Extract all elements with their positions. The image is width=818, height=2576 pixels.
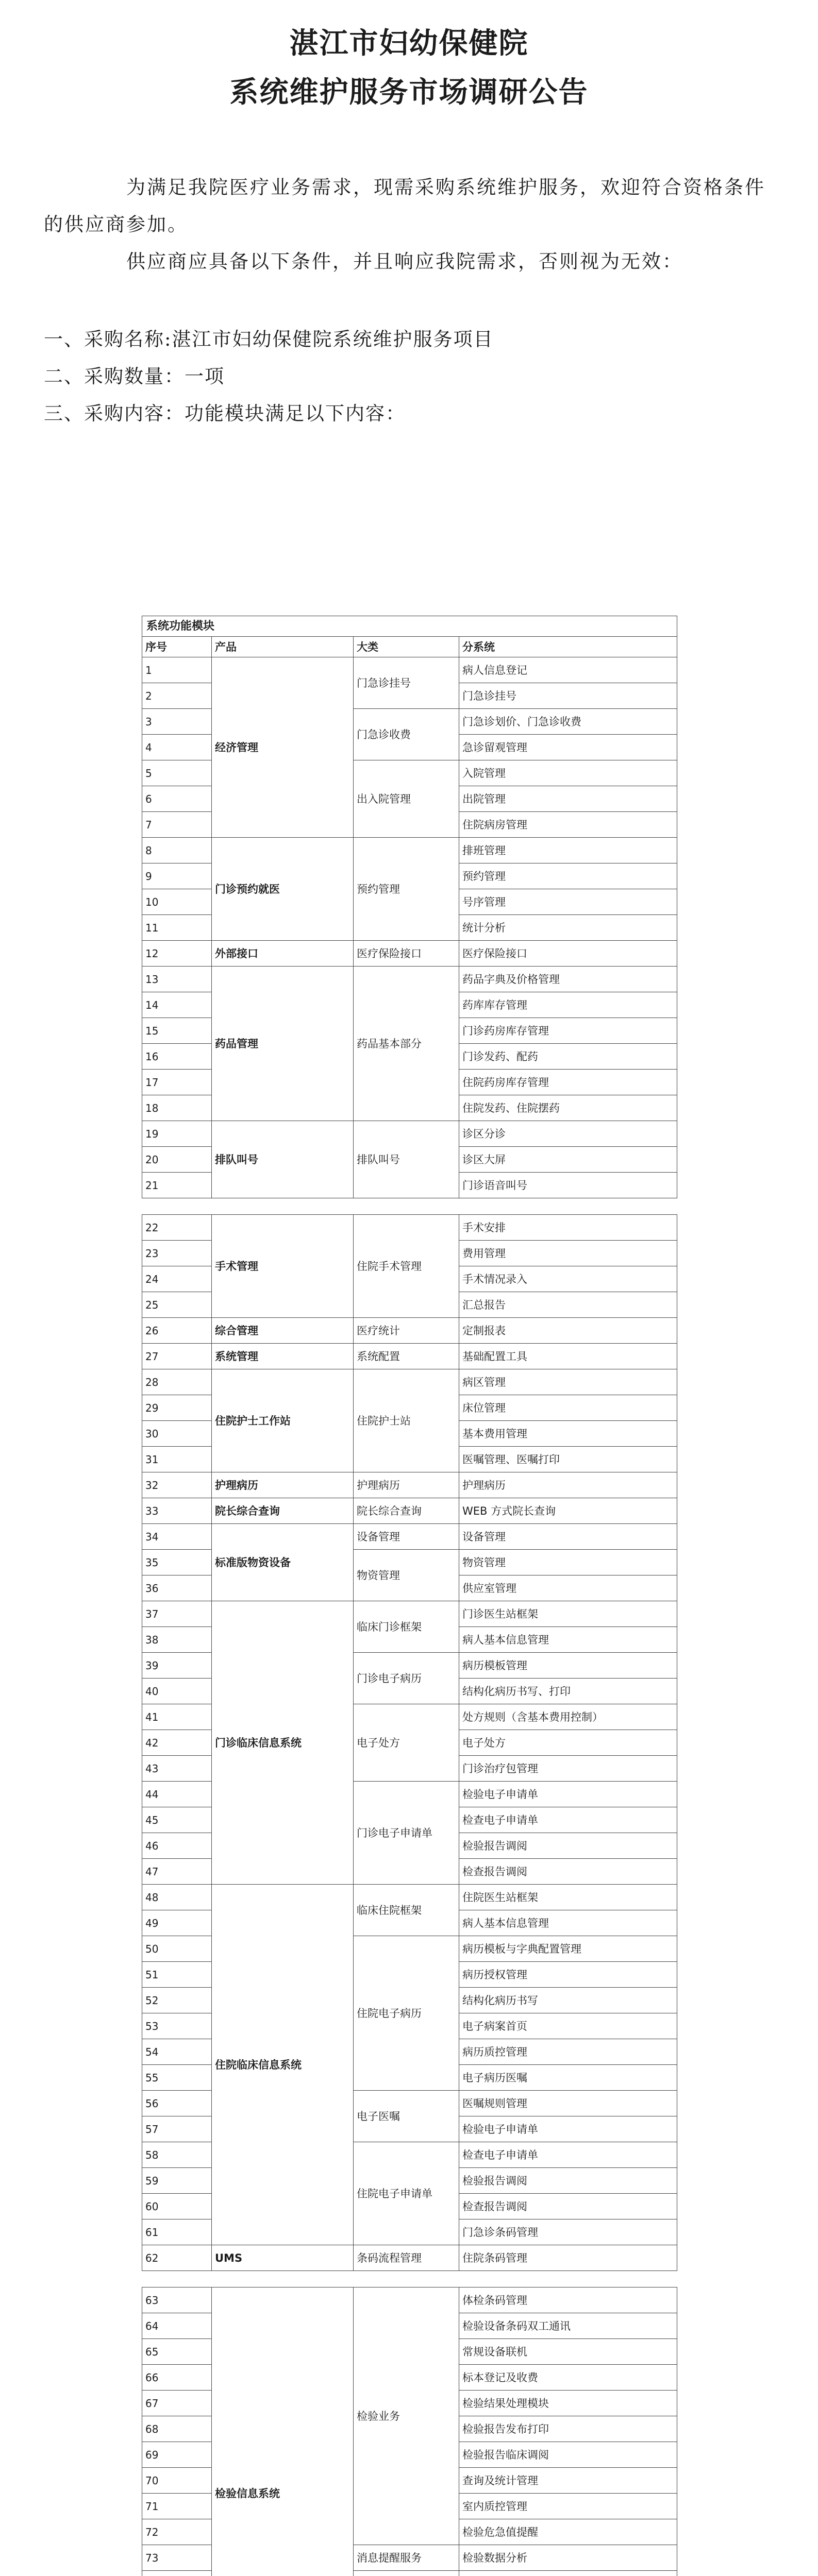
subsystem-cell: 处方规则（含基本费用控制） [459, 1704, 677, 1730]
row-number: 71 [142, 2494, 212, 2519]
category-cell: 设备管理 [354, 1524, 459, 1550]
subsystem-cell: 结构化病历书写、打印 [459, 1679, 677, 1704]
category-cell: 门诊电子申请单 [354, 1782, 459, 1885]
row-number: 73 [142, 2545, 212, 2571]
row-number: 42 [142, 1730, 212, 1756]
product-cell: 系统管理 [212, 1344, 354, 1369]
subsystem-cell: 医嘱规则管理 [459, 2091, 677, 2116]
table-separator [142, 2271, 677, 2287]
row-number: 10 [142, 889, 212, 915]
row-number: 35 [142, 1550, 212, 1575]
category-cell: 条码流程管理 [354, 2245, 459, 2271]
table-row [142, 1601, 677, 1627]
subsystem-cell: 检验结果处理模块 [459, 2391, 677, 2416]
subsystem-cell: 入院管理 [459, 760, 677, 786]
row-number: 30 [142, 1421, 212, 1447]
row-number: 61 [142, 2219, 212, 2245]
subsystem-cell: 医嘱管理、医嘱打印 [459, 1447, 677, 1472]
row-number: 47 [142, 1859, 212, 1885]
product-cell: 门诊临床信息系统 [212, 1601, 354, 1885]
subsystem-cell: 住院病房管理 [459, 812, 677, 838]
product-cell: 外部接口 [212, 941, 354, 967]
table-row [142, 2287, 677, 2313]
category-cell: 医疗统计 [354, 1318, 459, 1344]
row-number: 1 [142, 657, 212, 683]
subsystem-cell: 定制报表 [459, 1318, 677, 1344]
row-number: 4 [142, 735, 212, 760]
subsystem-cell: 检查报告调阅 [459, 1859, 677, 1885]
subsystem-cell: 床位管理 [459, 1395, 677, 1421]
row-number: 16 [142, 1044, 212, 1070]
subsystem-cell: 基本费用管理 [459, 1421, 677, 1447]
table-caption: 系统功能模块 [142, 616, 677, 637]
table-row [142, 1369, 677, 1395]
row-number: 27 [142, 1344, 212, 1369]
table-row [142, 1885, 677, 1910]
row-number: 5 [142, 760, 212, 786]
product-cell: 护理病历 [212, 1472, 354, 1498]
category-cell: 住院电子病历 [354, 1936, 459, 2091]
category-cell [354, 2571, 459, 2576]
subsystem-cell: 检验设备条码双工通讯 [459, 2313, 677, 2339]
subsystem-cell: 医疗保险接口 [459, 941, 677, 967]
row-number: 7 [142, 812, 212, 838]
row-number: 37 [142, 1601, 212, 1627]
subsystem-cell: 检查报告调阅 [459, 2194, 677, 2219]
subsystem-cell: 病人基本信息管理 [459, 1627, 677, 1653]
subsystem-cell: 室内质控管理 [459, 2494, 677, 2519]
subsystem-cell: 常规设备联机 [459, 2339, 677, 2365]
row-number: 62 [142, 2245, 212, 2271]
category-cell: 护理病历 [354, 1472, 459, 1498]
row-number: 50 [142, 1936, 212, 1962]
subsystem-cell: 检验报告临床调阅 [459, 2442, 677, 2468]
subsystem-cell: 排班管理 [459, 838, 677, 863]
subsystem-cell: 门诊发药、配药 [459, 1044, 677, 1070]
row-number: 32 [142, 1472, 212, 1498]
subsystem-cell: 住院药房库存管理 [459, 1070, 677, 1095]
function-module-table [142, 616, 677, 2576]
subsystem-cell: 检验报告调阅 [459, 2168, 677, 2194]
product-cell: 药品管理 [212, 967, 354, 1121]
subsystem-cell: 汇总报告 [459, 1292, 677, 1318]
row-number: 22 [142, 1215, 212, 1241]
product-cell: 综合管理 [212, 1318, 354, 1344]
table-row [142, 2245, 677, 2271]
table-row [142, 838, 677, 863]
row-number: 63 [142, 2287, 212, 2313]
product-cell: 住院护士工作站 [212, 1369, 354, 1472]
item-3-content: 三、采购内容：功能模块满足以下内容： [44, 402, 406, 425]
row-number: 40 [142, 1679, 212, 1704]
row-number: 6 [142, 786, 212, 812]
subsystem-cell: 检验电子申请单 [459, 1782, 677, 1807]
table-caption-row [142, 616, 677, 637]
subsystem-cell: 标本登记及收费 [459, 2365, 677, 2391]
subsystem-cell: 基础配置工具 [459, 1344, 677, 1369]
row-number: 17 [142, 1070, 212, 1095]
category-cell: 门急诊收费 [354, 709, 459, 760]
row-number: 59 [142, 2168, 212, 2194]
table-header-row [142, 637, 677, 657]
row-number: 58 [142, 2142, 212, 2168]
table-row [142, 941, 677, 967]
intro-paragraph-1: 为满足我院医疗业务需求，现需采购系统维护服务，欢迎符合资格条件的供应商参加。 [44, 176, 765, 235]
row-number: 2 [142, 683, 212, 709]
row-number: 19 [142, 1121, 212, 1147]
row-number: 11 [142, 915, 212, 941]
row-number: 26 [142, 1318, 212, 1344]
subsystem-cell: 设备管理 [459, 1524, 677, 1550]
row-number: 14 [142, 992, 212, 1018]
subsystem-cell: 病历模板管理 [459, 1653, 677, 1679]
table-separator [142, 1198, 677, 1215]
subsystem-cell: 门急诊条码管理 [459, 2219, 677, 2245]
category-cell: 预约管理 [354, 838, 459, 941]
row-number: 65 [142, 2339, 212, 2365]
row-number: 15 [142, 1018, 212, 1044]
subsystem-cell: 手术情况录入 [459, 1266, 677, 1292]
subsystem-cell [459, 2571, 677, 2576]
separator-cell [142, 1198, 677, 1215]
subsystem-cell: 检验报告发布打印 [459, 2416, 677, 2442]
table-row [142, 1524, 677, 1550]
intro-paragraph-2: 供应商应具备以下条件，并且响应我院需求，否则视为无效： [126, 250, 683, 273]
category-cell: 检验业务 [354, 2287, 459, 2545]
product-cell: 院长综合查询 [212, 1498, 354, 1524]
row-number: 44 [142, 1782, 212, 1807]
table-row [142, 1215, 677, 1241]
subsystem-cell: 病区管理 [459, 1369, 677, 1395]
row-number: 45 [142, 1807, 212, 1833]
category-cell: 医疗保险接口 [354, 941, 459, 967]
subsystem-cell: 检验危急值提醒 [459, 2519, 677, 2545]
table-row [142, 1472, 677, 1498]
subsystem-cell: 检查电子申请单 [459, 2142, 677, 2168]
row-number: 21 [142, 1173, 212, 1198]
table-row [142, 1344, 677, 1369]
category-cell: 电子处方 [354, 1704, 459, 1782]
item-1-name: 一、采购名称:湛江市妇幼保健院系统维护服务项目 [44, 328, 494, 350]
subsystem-cell: 门诊语音叫号 [459, 1173, 677, 1198]
product-cell: 住院临床信息系统 [212, 1885, 354, 2245]
row-number: 70 [142, 2468, 212, 2494]
category-cell: 消息提醒服务 [354, 2545, 459, 2571]
subsystem-cell: 住院条码管理 [459, 2245, 677, 2271]
row-number: 8 [142, 838, 212, 863]
subsystem-cell: 护理病历 [459, 1472, 677, 1498]
row-number [142, 2571, 212, 2576]
subsystem-cell: 病人基本信息管理 [459, 1910, 677, 1936]
category-cell: 门急诊挂号 [354, 657, 459, 709]
table-header-cell: 产品 [212, 637, 354, 657]
subsystem-cell: 住院医生站框架 [459, 1885, 677, 1910]
product-cell: 检验信息系统 [212, 2287, 354, 2576]
title-line-1: 湛江市妇幼保健院 [289, 27, 529, 60]
row-number: 33 [142, 1498, 212, 1524]
row-number: 53 [142, 2013, 212, 2039]
row-number: 31 [142, 1447, 212, 1472]
row-number: 52 [142, 1988, 212, 2013]
table-header-cell: 大类 [354, 637, 459, 657]
row-number: 41 [142, 1704, 212, 1730]
row-number: 49 [142, 1910, 212, 1936]
subsystem-cell: 病历授权管理 [459, 1962, 677, 1988]
row-number: 51 [142, 1962, 212, 1988]
row-number: 43 [142, 1756, 212, 1782]
product-cell: UMS [212, 2245, 354, 2271]
table-row [142, 1318, 677, 1344]
row-number: 36 [142, 1575, 212, 1601]
row-number: 66 [142, 2365, 212, 2391]
subsystem-cell: 病历质控管理 [459, 2039, 677, 2065]
table-row [142, 1498, 677, 1524]
subsystem-cell: 门急诊划价、门急诊收费 [459, 709, 677, 735]
row-number: 48 [142, 1885, 212, 1910]
row-number: 57 [142, 2116, 212, 2142]
subsystem-cell: 手术安排 [459, 1215, 677, 1241]
item-2-quantity: 二、采购数量：一项 [44, 365, 225, 387]
row-number: 69 [142, 2442, 212, 2468]
category-cell: 住院电子申请单 [354, 2142, 459, 2245]
product-cell: 门诊预约就医 [212, 838, 354, 941]
row-number: 13 [142, 967, 212, 992]
row-number: 3 [142, 709, 212, 735]
subsystem-cell: 电子处方 [459, 1730, 677, 1756]
category-cell: 出入院管理 [354, 760, 459, 838]
subsystem-cell: 结构化病历书写 [459, 1988, 677, 2013]
subsystem-cell: 费用管理 [459, 1241, 677, 1266]
row-number: 38 [142, 1627, 212, 1653]
subsystem-cell: 供应室管理 [459, 1575, 677, 1601]
row-number: 68 [142, 2416, 212, 2442]
subsystem-cell: 病历模板与字典配置管理 [459, 1936, 677, 1962]
table-row [142, 967, 677, 992]
row-number: 25 [142, 1292, 212, 1318]
subsystem-cell: 诊区分诊 [459, 1121, 677, 1147]
row-number: 34 [142, 1524, 212, 1550]
row-number: 67 [142, 2391, 212, 2416]
product-cell: 经济管理 [212, 657, 354, 838]
row-number: 54 [142, 2039, 212, 2065]
subsystem-cell: 急诊留观管理 [459, 735, 677, 760]
subsystem-cell: 物资管理 [459, 1550, 677, 1575]
subsystem-cell: 检查电子申请单 [459, 1807, 677, 1833]
row-number: 56 [142, 2091, 212, 2116]
category-cell: 住院手术管理 [354, 1215, 459, 1318]
subsystem-cell: 药品字典及价格管理 [459, 967, 677, 992]
product-cell: 排队叫号 [212, 1121, 354, 1198]
category-cell: 电子医嘱 [354, 2091, 459, 2142]
table-row [142, 1121, 677, 1147]
subsystem-cell: 诊区大屏 [459, 1147, 677, 1173]
row-number: 23 [142, 1241, 212, 1266]
subsystem-cell: WEB 方式院长查询 [459, 1498, 677, 1524]
product-cell: 手术管理 [212, 1215, 354, 1318]
category-cell: 药品基本部分 [354, 967, 459, 1121]
row-number: 24 [142, 1266, 212, 1292]
subsystem-cell: 检验电子申请单 [459, 2116, 677, 2142]
subsystem-cell: 病人信息登记 [459, 657, 677, 683]
category-cell: 系统配置 [354, 1344, 459, 1369]
category-cell: 住院护士站 [354, 1369, 459, 1472]
subsystem-cell: 门急诊挂号 [459, 683, 677, 709]
category-cell: 院长综合查询 [354, 1498, 459, 1524]
row-number: 39 [142, 1653, 212, 1679]
subsystem-cell: 电子病案首页 [459, 2013, 677, 2039]
product-cell: 标准版物资设备 [212, 1524, 354, 1601]
subsystem-cell: 体检条码管理 [459, 2287, 677, 2313]
row-number: 64 [142, 2313, 212, 2339]
table-header-cell: 分系统 [459, 637, 677, 657]
row-number: 28 [142, 1369, 212, 1395]
row-number: 46 [142, 1833, 212, 1859]
subsystem-cell: 检验数据分析 [459, 2545, 677, 2571]
subsystem-cell: 检验报告调阅 [459, 1833, 677, 1859]
category-cell: 排队叫号 [354, 1121, 459, 1198]
subsystem-cell: 电子病历医嘱 [459, 2065, 677, 2091]
subsystem-cell: 门诊药房库存管理 [459, 1018, 677, 1044]
category-cell: 临床门诊框架 [354, 1601, 459, 1653]
row-number: 29 [142, 1395, 212, 1421]
table-row [142, 657, 677, 683]
separator-cell [142, 2271, 677, 2287]
subsystem-cell: 统计分析 [459, 915, 677, 941]
subsystem-cell: 号序管理 [459, 889, 677, 915]
subsystem-cell: 预约管理 [459, 863, 677, 889]
category-cell: 物资管理 [354, 1550, 459, 1601]
row-number: 9 [142, 863, 212, 889]
subsystem-cell: 门诊医生站框架 [459, 1601, 677, 1627]
subsystem-cell: 药库库存管理 [459, 992, 677, 1018]
category-cell: 临床住院框架 [354, 1885, 459, 1936]
row-number: 55 [142, 2065, 212, 2091]
row-number: 72 [142, 2519, 212, 2545]
title-line-2: 系统维护服务市场调研公告 [229, 76, 589, 109]
table-header-cell: 序号 [142, 637, 212, 657]
row-number: 20 [142, 1147, 212, 1173]
row-number: 60 [142, 2194, 212, 2219]
subsystem-cell: 出院管理 [459, 786, 677, 812]
subsystem-cell: 查询及统计管理 [459, 2468, 677, 2494]
subsystem-cell: 住院发药、住院摆药 [459, 1095, 677, 1121]
row-number: 18 [142, 1095, 212, 1121]
row-number: 12 [142, 941, 212, 967]
category-cell: 门诊电子病历 [354, 1653, 459, 1704]
subsystem-cell: 门诊治疗包管理 [459, 1756, 677, 1782]
